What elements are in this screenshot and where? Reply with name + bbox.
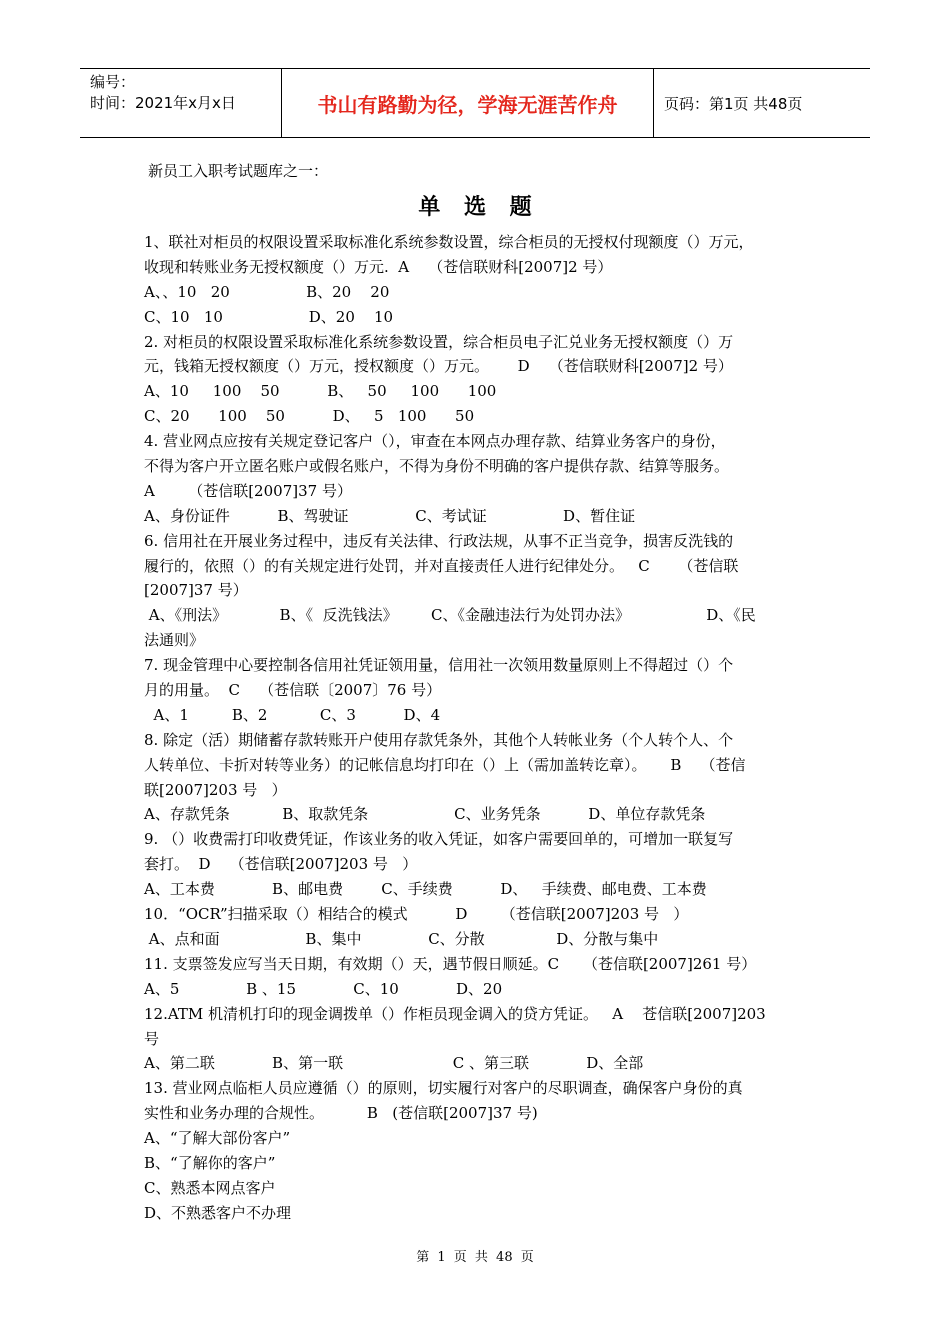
text-line: A （苍信联[2007]37 号） (144, 481, 352, 500)
text-line: A、身份证件 B、驾驶证 C、考试证 D、暂住证 (144, 506, 636, 525)
section-title: 单 选 题 (418, 194, 540, 220)
text-line: 不得为客户开立匿名账户或假名账户，不得为身份不明确的客户提供存款、结算等服务。 (144, 457, 730, 476)
number-label: 编号： (90, 73, 136, 91)
text-line: 12.ATM 机清机打印的现金调拨单（）作柜员现金调入的贷方凭证。 A 苍信联[2007]203 (144, 1004, 766, 1023)
intro-text: 新员工入职考试题库之一： (148, 162, 329, 180)
text-line: 人转单位、卡折对转等业务）的记帐信息均打印在（）上（需加盖转讫章）。 B （苍信 (144, 755, 746, 774)
header-info-cell (80, 69, 282, 137)
text-line: 1、联社对柜员的权限设置采取标准化系统参数设置，综合柜员的无授权付现额度（）万元， (144, 233, 754, 251)
text-line: 4. 营业网点应按有关规定登记客户（），审查在本网点办理存款、结算业务客户的身份， (144, 432, 726, 451)
text-line: B、“了解你的客户” (144, 1153, 276, 1172)
header-motto-cell (282, 69, 654, 137)
text-line: A、5 B 、15 C、10 D、20 (144, 979, 503, 998)
text-line: 号 (144, 1029, 160, 1048)
text-line: 7. 现金管理中心要控制各信用社凭证领用量，信用社一次领用数量原则上不得超过（）个 (144, 656, 734, 675)
text-line: 10．“OCR”扫描采取（）相结合的模式 D （苍信联[2007]203 号 ） (144, 905, 689, 924)
text-line: 月的用量。 C （苍信联〔2007〕76 号） (144, 681, 442, 700)
text-line: C、10 10 D、20 10 (144, 307, 394, 326)
text-line: 履行的，依照（）的有关规定进行处罚，并对直接责任人进行纪律处分。 C （苍信联 (144, 556, 739, 575)
page-label: 页码：第1页 共48页 (664, 94, 803, 113)
text-line: 13. 营业网点临柜人员应遵循（）的原则，切实履行对客户的尽职调查，确保客户身份的真 (144, 1079, 743, 1098)
text-line: [2007]37 号） (144, 581, 248, 600)
text-line: 联[2007]203 号 ） (144, 780, 287, 799)
text-line: 8. 除定（活）期储蓄存款转账开户使用存款凭条外，其他个人转帐业务（个人转个人、个 (144, 730, 734, 749)
text-line: A、工本费 B、邮电费 C、手续费 D、 手续费、邮电费、工本费 (144, 880, 707, 899)
text-line: A、存款凭条 B、取款凭条 C、业务凭条 D、单位存款凭条 (144, 805, 706, 824)
time-label: 时间：2021年x月x日 (90, 94, 236, 112)
text-line: C、20 100 50 D、 5 100 50 (144, 407, 475, 426)
text-line: A、《刑法》 B、《 反洗钱法》 C、《金融违法行为处罚办法》 D、《民 (144, 606, 756, 625)
text-line: C、熟悉本网点客户 (144, 1178, 276, 1197)
page-footer: 第 1 页 共 48 页 (416, 1250, 534, 1265)
text-line: 实性和业务办理的合规性。 B (苍信联[2007]37 号) (144, 1104, 538, 1123)
text-line: 套打。 D （苍信联[2007]203 号 ） (144, 855, 418, 874)
text-line: 2. 对柜员的权限设置采取标准化系统参数设置，综合柜员电子汇兑业务无授权额度（）万 (144, 332, 734, 351)
text-line: A、、10 20 B、20 20 (144, 282, 390, 301)
document-body (144, 158, 814, 1226)
text-line: A、1 B、2 C、3 D、4 (144, 705, 441, 724)
text-line: 收现和转账业务无授权额度（）万元. A （苍信联财科[2007]2 号） (144, 257, 613, 276)
text-line: A、10 100 50 B、 50 100 100 (144, 382, 497, 401)
text-line: 法通则》 (144, 631, 205, 650)
text-line: 6. 信用社在开展业务过程中，违反有关法律、行政法规，从事不正当竞争，损害反洗钱的 (144, 531, 734, 550)
text-line: A、第二联 B、第一联 C 、第三联 D、全部 (144, 1054, 644, 1073)
header-page-cell (654, 69, 870, 137)
text-line: 11. 支票签发应写当天日期，有效期（）天，遇节假日顺延。C （苍信联[2007]261 号） (144, 954, 757, 973)
text-line: A、“了解大部份客户” (144, 1129, 291, 1148)
page-header (80, 68, 870, 138)
text-line: D、不熟悉客户不办理 (144, 1203, 292, 1222)
text-line: 9. （）收费需打印收费凭证，作该业务的收入凭证，如客户需要回单的，可增加一联复写 (144, 830, 734, 849)
text-line: 元，钱箱无授权额度（）万元，授权额度（）万元。 D （苍信联财科[2007]2 号） (144, 357, 733, 376)
question-lines (144, 230, 814, 1226)
motto-text: 书山有路勤为径，学海无涯苦作舟 (317, 92, 618, 117)
text-line: A、点和面 B、集中 C、分散 D、分散与集中 (144, 929, 659, 948)
